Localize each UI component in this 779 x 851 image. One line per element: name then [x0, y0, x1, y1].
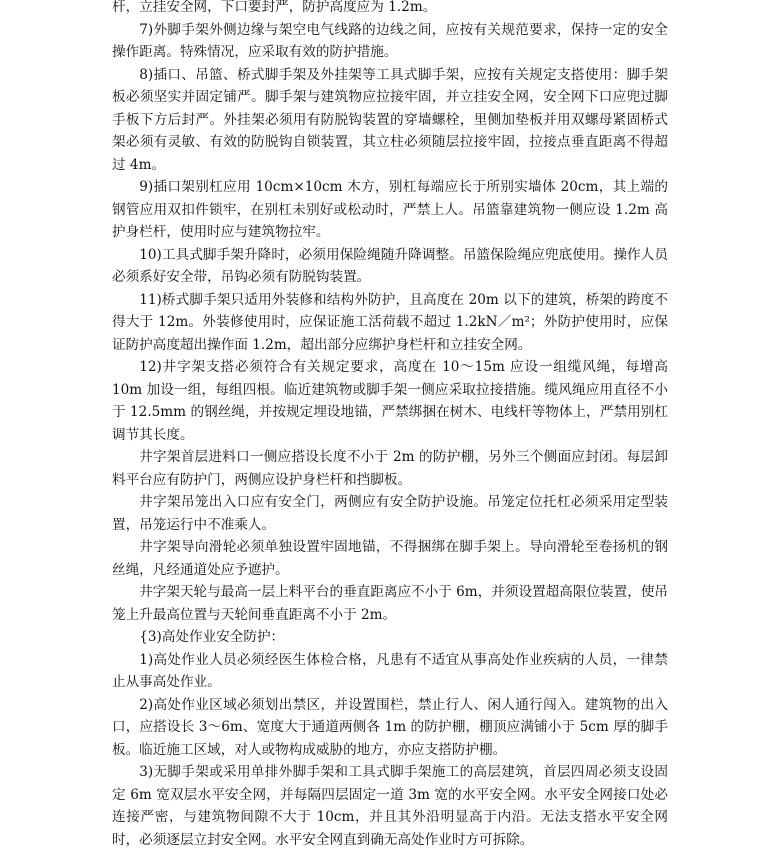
paragraph-hoist-pulley: 井字架导向滑轮必须单独设置牢固地锚，不得捆绑在脚手架上。导向滑轮至卷扬机的钢丝绳，凡经通道处应予遮护。	[112, 539, 668, 578]
paragraph-hoist-cage: 井字架吊笼出入口应有安全门，两侧应有安全防护设施。吊笼定位托杠必须采用定型装置，吊笼运行中不准乘人。	[112, 494, 668, 533]
paragraph-height-3: 3)无脚手架或采用单排外脚手架和工具式脚手架施工的高层建筑，首层四周必须支设固定 6m 宽双层水平安全网，并每隔四层固定一道 3m 宽的水平安全网。水平安全网接口处必连接严密，与建筑物间隙不大于 10cm，并且其外沿明显高于内沿。无法支搭水平安全网时，必须逐层立封安全网。水平安全网直到确无高处作业时方可拆除。	[112, 764, 668, 848]
paragraph-8: 8)插口、吊篮、桥式脚手架及外挂架等工具式脚手架，应按有关规定支搭使用：脚手架板必须坚实并固定铺严。脚手架与建筑物应拉接牢固，并立挂安全网，安全网下口应兜过脚手板下方后封严。外挂架必须用有防脱钩装置的穿墙螺栓，里侧加垫板并用双螺母紧固桥式架必须有灵敏、有效的防脱钩自锁装置，其立柱必须随层拉接牢固，拉接点垂直距离不得超过 4m。	[112, 66, 668, 173]
paragraph-7: 7)外脚手架外侧边缘与架空电气线路的边线之间，应按有关规范要求，保持一定的安全操作距离。特殊情况，应采取有效的防护措施。	[112, 21, 668, 60]
paragraph-11: 11)桥式脚手架只适用外装修和结构外防护，且高度在 20m 以下的建筑，桥架的跨度不得大于 12m。外装修使用时，应保证施工活荷载不超过 1.2kN／m²；外防护使用时，应保证防护高度超出操作面 1.2m，超出部分应绑护身栏杆和立挂安全网。	[112, 291, 668, 353]
paragraph-hoist-top: 井字架天轮与最高一层上料平台的垂直距离应不小于 6m，并须设置超高限位装置，使吊笼上升最高位置与天轮间垂直距离不小于 2m。	[112, 584, 669, 623]
paragraph-12: 12)井字架支搭必须符合有关规定要求，高度在 10～15m 应设一组缆风绳，每增高 10m 加设一组，每组四根。临近建筑物或脚手架一侧应采取拉接措施。缆风绳应用直径不小于 12.5mm 的钢丝绳，并按规定埋设地锚，严禁绑捆在树木、电线杆等物体上，严禁用别杠调节其长度。	[112, 359, 668, 443]
paragraph-continuation: 杆，立挂安全网，下口要封严，防护高度应为 1.2m。	[112, 0, 437, 15]
paragraph-10: 10)工具式脚手架升降时，必须用保险绳随升降调整。吊篮保险绳应兜底使用。操作人员必须系好安全带，吊钩必须有防脱钩装置。	[112, 246, 668, 285]
paragraph-hoist-entrance: 井字架首层进料口一侧应搭设长度不小于 2m 的防护棚，另外三个侧面应封闭。每层卸料平台应有防护门，两侧应设护身栏杆和挡脚板。	[112, 449, 668, 488]
paragraph-9: 9)插口架别杠应用 10cm×10cm 木方，别杠每端应长于所别实墙体 20cm，其上端的钢管应用双扣件锁牢，在别杠未别好或松动时，严禁上人。吊篮靠建筑物一侧应设 1.2m 高护身栏杆，使用时应与建筑物拉牢。	[112, 179, 668, 240]
document-page	[112, 0, 668, 851]
paragraph-height-1: 1)高处作业人员必须经医生体检合格，凡患有不适宜从事高处作业疾病的人员，一律禁止从事高处作业。	[112, 651, 668, 690]
paragraph-height-2: 2)高处作业区域必须划出禁区，并设置围栏，禁止行人、闲人通行闯入。建筑物的出入口，应搭设长 3～6m、宽度大于通道两侧各 1m 的防护棚，棚顶应满铺小于 5cm 厚的脚手板。临近施工区域，对人或物构成威胁的地方，亦应支搭防护棚。	[112, 696, 668, 758]
section-heading: {3)高处作业安全防护：	[139, 629, 285, 645]
